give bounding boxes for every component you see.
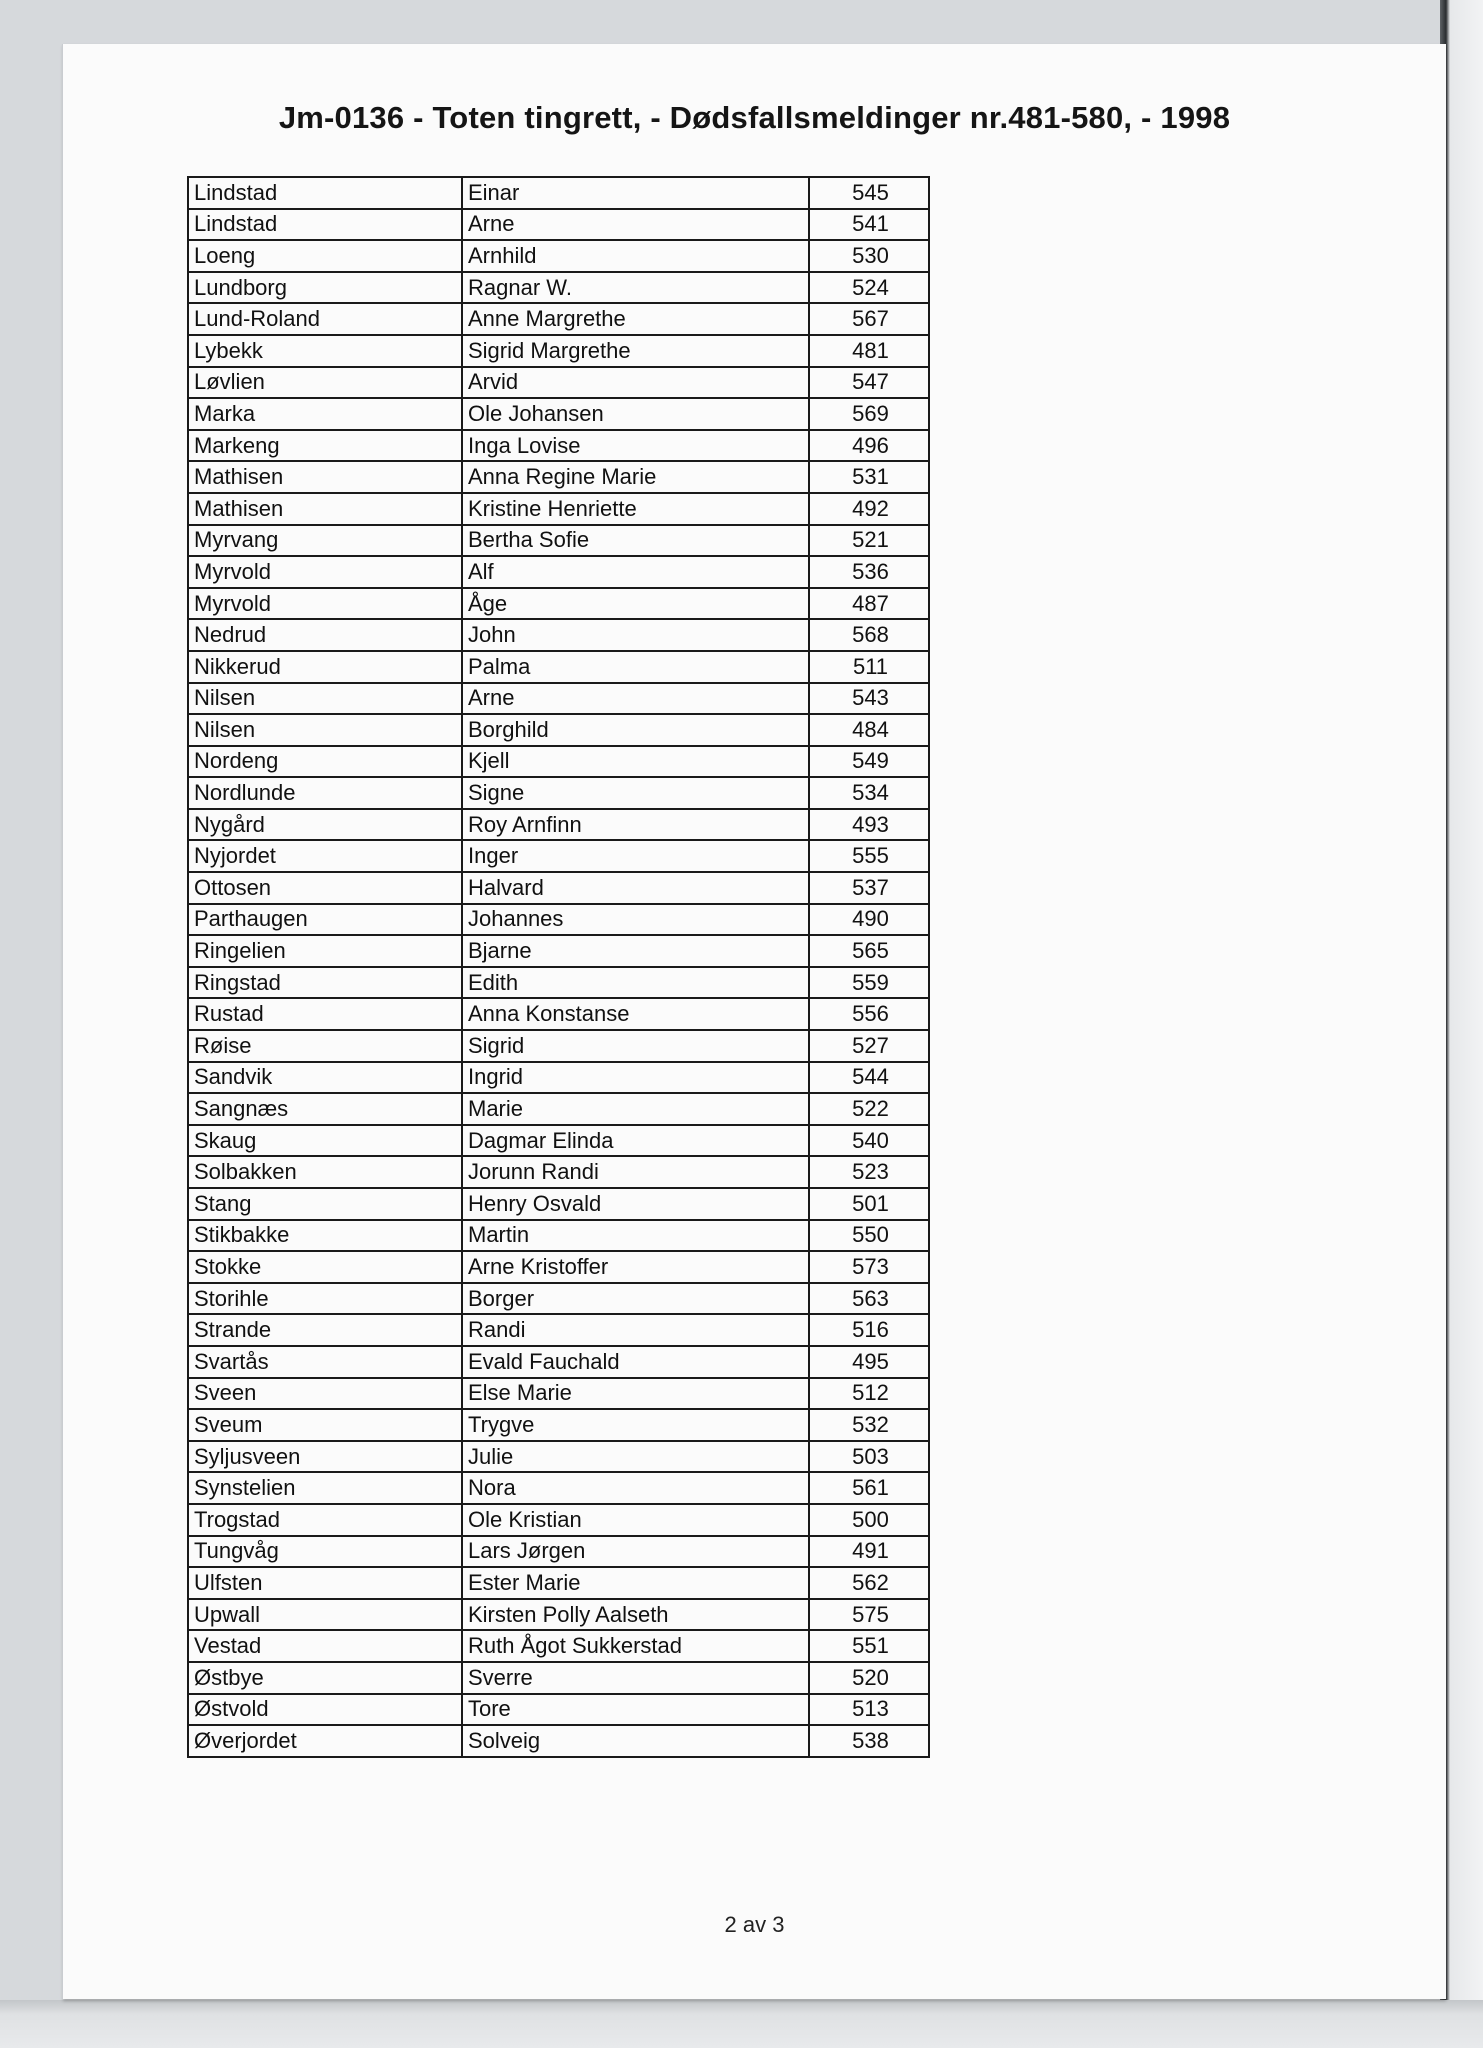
record-number-cell: 545 [809,177,929,209]
given-name-cell: Henry Osvald [462,1188,809,1220]
table-row [188,1093,929,1125]
record-number-cell: 541 [809,209,929,241]
table-row [188,430,929,462]
surname-cell: Østvold [188,1694,462,1726]
record-number-cell: 567 [809,303,929,335]
table-row [188,904,929,936]
surname-cell: Ulfsten [188,1567,462,1599]
table-row [188,493,929,525]
record-number-cell: 532 [809,1409,929,1441]
given-name-cell: Halvard [462,872,809,904]
given-name-cell: Kirsten Polly Aalseth [462,1599,809,1631]
surname-cell: Strande [188,1314,462,1346]
table-row [188,714,929,746]
given-name-cell: Trygve [462,1409,809,1441]
table-row [188,588,929,620]
given-name-cell: Edith [462,967,809,999]
surname-cell: Vestad [188,1630,462,1662]
given-name-cell: Ester Marie [462,1567,809,1599]
table-row [188,1188,929,1220]
record-number-cell: 484 [809,714,929,746]
record-number-cell: 549 [809,746,929,778]
document-page [63,44,1446,1999]
given-name-cell: Ole Kristian [462,1504,809,1536]
given-name-cell: Arne [462,683,809,715]
surname-cell: Løvlien [188,367,462,399]
table-row [188,1725,929,1757]
record-number-cell: 524 [809,272,929,304]
records-table-body [188,177,929,1757]
record-number-cell: 491 [809,1536,929,1568]
given-name-cell: Martin [462,1220,809,1252]
table-row [188,967,929,999]
given-name-cell: Ole Johansen [462,398,809,430]
table-row [188,335,929,367]
given-name-cell: Anna Regine Marie [462,461,809,493]
record-number-cell: 512 [809,1378,929,1410]
given-name-cell: Arnhild [462,240,809,272]
surname-cell: Parthaugen [188,904,462,936]
given-name-cell: Nora [462,1472,809,1504]
surname-cell: Skaug [188,1125,462,1157]
surname-cell: Nordlunde [188,777,462,809]
surname-cell: Myrvold [188,588,462,620]
surname-cell: Ottosen [188,872,462,904]
given-name-cell: Else Marie [462,1378,809,1410]
table-row [188,1630,929,1662]
table-row [188,935,929,967]
record-number-cell: 556 [809,998,929,1030]
table-row [188,1062,929,1094]
record-number-cell: 550 [809,1220,929,1252]
record-number-cell: 522 [809,1093,929,1125]
table-row [188,1504,929,1536]
surname-cell: Nordeng [188,746,462,778]
surname-cell: Ringelien [188,935,462,967]
records-table [187,176,930,1758]
surname-cell: Marka [188,398,462,430]
given-name-cell: Borger [462,1283,809,1315]
surname-cell: Storihle [188,1283,462,1315]
given-name-cell: Kristine Henriette [462,493,809,525]
record-number-cell: 495 [809,1346,929,1378]
given-name-cell: Borghild [462,714,809,746]
given-name-cell: Johannes [462,904,809,936]
surname-cell: Nikkerud [188,651,462,683]
table-row [188,1472,929,1504]
surname-cell: Øverjordet [188,1725,462,1757]
record-number-cell: 531 [809,461,929,493]
surname-cell: Stikbakke [188,1220,462,1252]
record-number-cell: 565 [809,935,929,967]
record-number-cell: 573 [809,1251,929,1283]
surname-cell: Sangnæs [188,1093,462,1125]
scan-edge-right [1440,0,1483,2048]
given-name-cell: John [462,619,809,651]
surname-cell: Røise [188,1030,462,1062]
record-number-cell: 561 [809,1472,929,1504]
record-number-cell: 513 [809,1694,929,1726]
table-row [188,1251,929,1283]
surname-cell: Myrvang [188,525,462,557]
record-number-cell: 540 [809,1125,929,1157]
record-number-cell: 530 [809,240,929,272]
given-name-cell: Jorunn Randi [462,1156,809,1188]
table-row [188,809,929,841]
table-row [188,1220,929,1252]
given-name-cell: Tore [462,1694,809,1726]
table-row [188,651,929,683]
surname-cell: Synstelien [188,1472,462,1504]
table-row [188,777,929,809]
table-row [188,1125,929,1157]
record-number-cell: 493 [809,809,929,841]
given-name-cell: Arne Kristoffer [462,1251,809,1283]
given-name-cell: Kjell [462,746,809,778]
table-row [188,872,929,904]
table-row [188,1536,929,1568]
given-name-cell: Inger [462,840,809,872]
surname-cell: Loeng [188,240,462,272]
table-row [188,367,929,399]
record-number-cell: 481 [809,335,929,367]
given-name-cell: Roy Arnfinn [462,809,809,841]
given-name-cell: Julie [462,1441,809,1473]
record-number-cell: 544 [809,1062,929,1094]
given-name-cell: Sigrid Margrethe [462,335,809,367]
given-name-cell: Ingrid [462,1062,809,1094]
surname-cell: Ringstad [188,967,462,999]
given-name-cell: Anna Konstanse [462,998,809,1030]
given-name-cell: Inga Lovise [462,430,809,462]
surname-cell: Markeng [188,430,462,462]
record-number-cell: 543 [809,683,929,715]
table-row [188,683,929,715]
table-row [188,1378,929,1410]
surname-cell: Upwall [188,1599,462,1631]
surname-cell: Trogstad [188,1504,462,1536]
record-number-cell: 547 [809,367,929,399]
given-name-cell: Signe [462,777,809,809]
table-row [188,272,929,304]
given-name-cell: Einar [462,177,809,209]
table-row [188,525,929,557]
record-number-cell: 490 [809,904,929,936]
surname-cell: Sveen [188,1378,462,1410]
surname-cell: Østbye [188,1662,462,1694]
table-row [188,1409,929,1441]
table-row [188,1567,929,1599]
surname-cell: Solbakken [188,1156,462,1188]
record-number-cell: 527 [809,1030,929,1062]
given-name-cell: Alf [462,556,809,588]
surname-cell: Nilsen [188,714,462,746]
table-row [188,1662,929,1694]
given-name-cell: Åge [462,588,809,620]
given-name-cell: Ragnar W. [462,272,809,304]
given-name-cell: Randi [462,1314,809,1346]
table-row [188,461,929,493]
surname-cell: Tungvåg [188,1536,462,1568]
record-number-cell: 523 [809,1156,929,1188]
given-name-cell: Lars Jørgen [462,1536,809,1568]
surname-cell: Rustad [188,998,462,1030]
table-row [188,240,929,272]
surname-cell: Mathisen [188,493,462,525]
surname-cell: Stang [188,1188,462,1220]
surname-cell: Lybekk [188,335,462,367]
record-number-cell: 492 [809,493,929,525]
table-row [188,998,929,1030]
record-number-cell: 575 [809,1599,929,1631]
surname-cell: Nygård [188,809,462,841]
surname-cell: Lindstad [188,177,462,209]
record-number-cell: 534 [809,777,929,809]
table-row [188,840,929,872]
surname-cell: Nilsen [188,683,462,715]
given-name-cell: Solveig [462,1725,809,1757]
record-number-cell: 501 [809,1188,929,1220]
page-number: 2 av 3 [724,1912,785,1937]
record-number-cell: 559 [809,967,929,999]
record-number-cell: 511 [809,651,929,683]
record-number-cell: 536 [809,556,929,588]
given-name-cell: Marie [462,1093,809,1125]
record-number-cell: 562 [809,1567,929,1599]
surname-cell: Syljusveen [188,1441,462,1473]
table-row [188,1441,929,1473]
surname-cell: Svartås [188,1346,462,1378]
surname-cell: Lundborg [188,272,462,304]
surname-cell: Myrvold [188,556,462,588]
record-number-cell: 520 [809,1662,929,1694]
table-row [188,1694,929,1726]
given-name-cell: Arvid [462,367,809,399]
surname-cell: Lindstad [188,209,462,241]
record-number-cell: 555 [809,840,929,872]
surname-cell: Mathisen [188,461,462,493]
record-number-cell: 537 [809,872,929,904]
surname-cell: Nyjordet [188,840,462,872]
table-row [188,1314,929,1346]
document-title: Jm-0136 - Toten tingrett, - Dødsfallsmeldinger nr.481-580, - 1998 [278,100,1231,135]
table-row [188,1599,929,1631]
table-row [188,556,929,588]
given-name-cell: Evald Fauchald [462,1346,809,1378]
table-row [188,746,929,778]
surname-cell: Sandvik [188,1062,462,1094]
table-row [188,619,929,651]
record-number-cell: 521 [809,525,929,557]
surname-cell: Stokke [188,1251,462,1283]
given-name-cell: Dagmar Elinda [462,1125,809,1157]
record-number-cell: 503 [809,1441,929,1473]
record-number-cell: 568 [809,619,929,651]
surname-cell: Sveum [188,1409,462,1441]
surname-cell: Lund-Roland [188,303,462,335]
table-row [188,1283,929,1315]
table-row [188,303,929,335]
table-row [188,398,929,430]
table-row [188,177,929,209]
given-name-cell: Palma [462,651,809,683]
scan-edge-bottom [0,2000,1483,2048]
given-name-cell: Ruth Ågot Sukkerstad [462,1630,809,1662]
given-name-cell: Anne Margrethe [462,303,809,335]
record-number-cell: 538 [809,1725,929,1757]
record-number-cell: 500 [809,1504,929,1536]
surname-cell: Nedrud [188,619,462,651]
table-row [188,1156,929,1188]
given-name-cell: Bertha Sofie [462,525,809,557]
record-number-cell: 563 [809,1283,929,1315]
record-number-cell: 551 [809,1630,929,1662]
table-row [188,1030,929,1062]
record-number-cell: 516 [809,1314,929,1346]
given-name-cell: Bjarne [462,935,809,967]
table-row [188,1346,929,1378]
record-number-cell: 487 [809,588,929,620]
record-number-cell: 569 [809,398,929,430]
record-number-cell: 496 [809,430,929,462]
given-name-cell: Arne [462,209,809,241]
given-name-cell: Sigrid [462,1030,809,1062]
table-row [188,209,929,241]
given-name-cell: Sverre [462,1662,809,1694]
